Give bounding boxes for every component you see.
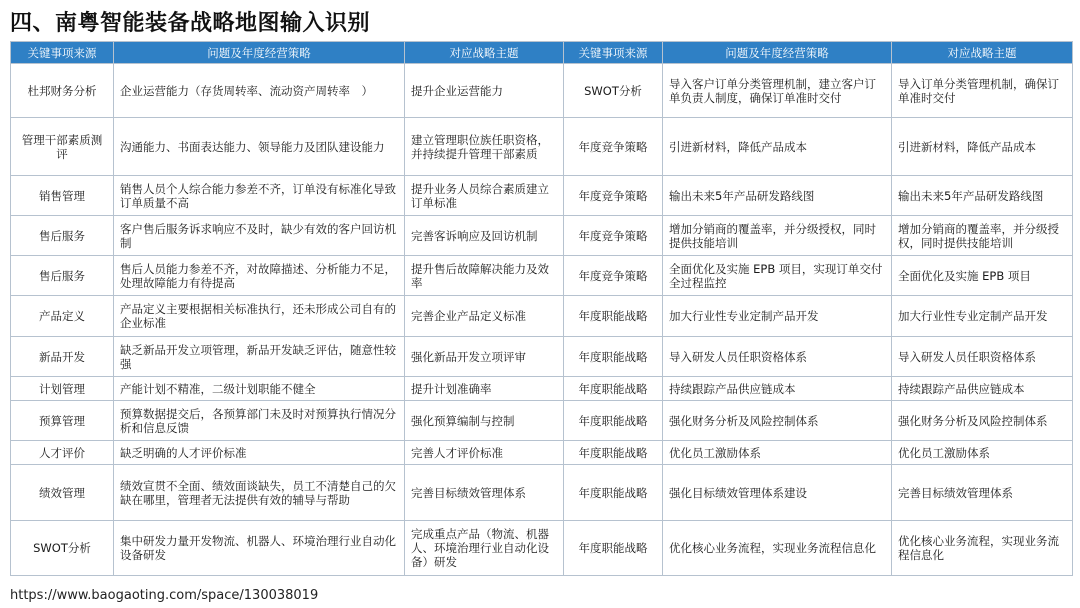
table-row: [11, 64, 1073, 118]
cell-source: 管理干部素质测评: [11, 118, 114, 176]
cell-theme: 完善企业产品定义标准: [405, 296, 564, 337]
cell-source: 绩效管理: [11, 465, 114, 521]
table-row: [11, 296, 1073, 337]
cell-source: 销售管理: [11, 176, 114, 216]
cell-issue: 企业运营能力（存货周转率、流动资产周转率 ）: [114, 64, 405, 118]
cell-theme: 强化财务分析及风险控制体系: [892, 401, 1073, 441]
cell-source: SWOT分析: [564, 64, 663, 118]
header-issue-2: 问题及年度经营策略: [663, 42, 892, 64]
table-row: [11, 401, 1073, 441]
cell-theme: 完善目标绩效管理体系: [405, 465, 564, 521]
cell-theme: 导入研发人员任职资格体系: [892, 337, 1073, 377]
source-url: https://www.baogaoting.com/space/130038019: [10, 588, 319, 603]
cell-theme: 提升业务人员综合素质建立订单标准: [405, 176, 564, 216]
cell-theme: 加大行业性专业定制产品开发: [892, 296, 1073, 337]
cell-source: 年度职能战略: [564, 296, 663, 337]
header-issue-1: 问题及年度经营策略: [114, 42, 405, 64]
cell-issue: 产能计划不精准，二级计划职能不健全: [114, 377, 405, 401]
cell-source: 售后服务: [11, 256, 114, 296]
cell-theme: 优化核心业务流程，实现业务流程信息化: [892, 521, 1073, 576]
cell-source: 杜邦财务分析: [11, 64, 114, 118]
cell-source: 年度竞争策略: [564, 256, 663, 296]
cell-issue: 缺乏明确的人才评价标准: [114, 441, 405, 465]
cell-theme: 全面优化及实施 EPB 项目: [892, 256, 1073, 296]
cell-issue: 产品定义主要根据相关标准执行，还未形成公司自有的企业标准: [114, 296, 405, 337]
cell-theme: 强化预算编制与控制: [405, 401, 564, 441]
header-theme-2: 对应战略主题: [892, 42, 1073, 64]
cell-theme: 完成重点产品（物流、机器人、环境治理行业自动化设备）研发: [405, 521, 564, 576]
table-header-row: [11, 42, 1073, 64]
cell-theme: 完善客诉响应及回访机制: [405, 216, 564, 256]
cell-theme: 建立管理职位族任职资格，并持续提升管理干部素质: [405, 118, 564, 176]
cell-issue: 导入研发人员任职资格体系: [663, 337, 892, 377]
cell-issue: 售后人员能力参差不齐，对故障描述、分析能力不足，处理故障能力有待提高: [114, 256, 405, 296]
table-row: [11, 176, 1073, 216]
cell-issue: 缺乏新品开发立项管理，新品开发缺乏评估，随意性较强: [114, 337, 405, 377]
cell-theme: 优化员工激励体系: [892, 441, 1073, 465]
table-row: [11, 377, 1073, 401]
table-row: [11, 118, 1073, 176]
cell-theme: 提升企业运营能力: [405, 64, 564, 118]
cell-theme: 提升计划准确率: [405, 377, 564, 401]
cell-source: 年度职能战略: [564, 521, 663, 576]
cell-issue: 增加分销商的覆盖率，并分级授权，同时提供技能培训: [663, 216, 892, 256]
header-source-2: 关键事项来源: [564, 42, 663, 64]
cell-theme: 输出未来5年产品研发路线图: [892, 176, 1073, 216]
cell-theme: 完善人才评价标准: [405, 441, 564, 465]
cell-source: 年度职能战略: [564, 337, 663, 377]
cell-theme: 导入订单分类管理机制，确保订单准时交付: [892, 64, 1073, 118]
page-title: 四、南粤智能装备战略地图输入识别: [10, 11, 371, 36]
cell-issue: 强化目标绩效管理体系建设: [663, 465, 892, 521]
table-row: [11, 441, 1073, 465]
cell-theme: 持续跟踪产品供应链成本: [892, 377, 1073, 401]
table-row: [11, 256, 1073, 296]
cell-source: 年度竞争策略: [564, 176, 663, 216]
cell-issue: 客户售后服务诉求响应不及时，缺少有效的客户回访机制: [114, 216, 405, 256]
cell-issue: 输出未来5年产品研发路线图: [663, 176, 892, 216]
cell-issue: 集中研发力量开发物流、机器人、环境治理行业自动化设备研发: [114, 521, 405, 576]
table-row: [11, 337, 1073, 377]
cell-source: 人才评价: [11, 441, 114, 465]
cell-source: 预算管理: [11, 401, 114, 441]
header-source-1: 关键事项来源: [11, 42, 114, 64]
strategy-table: [10, 41, 1073, 576]
cell-source: SWOT分析: [11, 521, 114, 576]
cell-issue: 销售人员个人综合能力参差不齐，订单没有标准化导致订单质量不高: [114, 176, 405, 216]
table-row: [11, 216, 1073, 256]
cell-source: 计划管理: [11, 377, 114, 401]
cell-source: 新品开发: [11, 337, 114, 377]
cell-issue: 导入客户订单分类管理机制，建立客户订单负责人制度，确保订单准时交付: [663, 64, 892, 118]
cell-source: 年度职能战略: [564, 377, 663, 401]
cell-theme: 提升售后故障解决能力及效率: [405, 256, 564, 296]
cell-source: 售后服务: [11, 216, 114, 256]
cell-source: 年度竞争策略: [564, 118, 663, 176]
cell-source: 年度竞争策略: [564, 216, 663, 256]
table-row: [11, 465, 1073, 521]
cell-issue: 全面优化及实施 EPB 项目，实现订单交付全过程监控: [663, 256, 892, 296]
cell-issue: 加大行业性专业定制产品开发: [663, 296, 892, 337]
cell-issue: 强化财务分析及风险控制体系: [663, 401, 892, 441]
cell-issue: 绩效宣贯不全面、绩效面谈缺失，员工不清楚自己的欠缺在哪里，管理者无法提供有效的辅导与帮助: [114, 465, 405, 521]
cell-theme: 增加分销商的覆盖率，并分级授权，同时提供技能培训: [892, 216, 1073, 256]
cell-issue: 优化员工激励体系: [663, 441, 892, 465]
cell-issue: 优化核心业务流程，实现业务流程信息化: [663, 521, 892, 576]
cell-issue: 预算数据提交后，各预算部门未及时对预算执行情况分析和信息反馈: [114, 401, 405, 441]
cell-source: 产品定义: [11, 296, 114, 337]
cell-theme: 完善目标绩效管理体系: [892, 465, 1073, 521]
cell-theme: 引进新材料，降低产品成本: [892, 118, 1073, 176]
cell-source: 年度职能战略: [564, 401, 663, 441]
header-theme-1: 对应战略主题: [405, 42, 564, 64]
cell-issue: 持续跟踪产品供应链成本: [663, 377, 892, 401]
cell-source: 年度职能战略: [564, 441, 663, 465]
table-row: [11, 521, 1073, 576]
cell-source: 年度职能战略: [564, 465, 663, 521]
cell-issue: 沟通能力、书面表达能力、领导能力及团队建设能力: [114, 118, 405, 176]
cell-issue: 引进新材料，降低产品成本: [663, 118, 892, 176]
cell-theme: 强化新品开发立项评审: [405, 337, 564, 377]
